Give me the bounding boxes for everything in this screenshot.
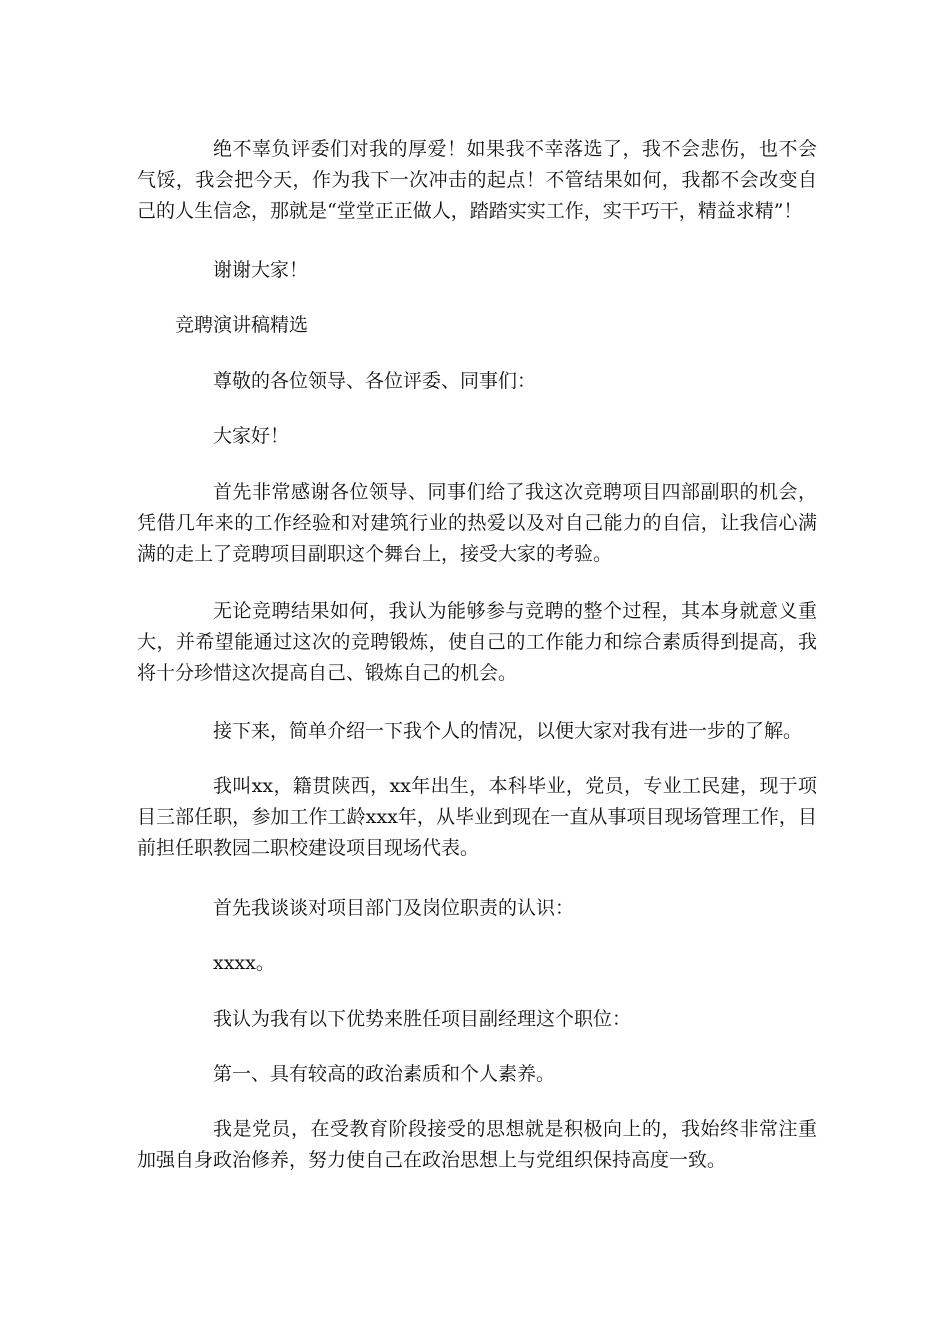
paragraph-thanks: 谢谢大家！ [213,259,309,281]
paragraph-significance: 无论竞聘结果如何，我认为能够参与竞聘的整个过程，其本身就意义重大，并希望能通过这次的竞聘锻炼，使自己的工作能力和综合素质得到提高，我将十分珍惜这次提高自己、锻炼自己的机会。 [137,600,817,684]
paragraph-personal-info: 我叫xx，籍贯陕西，xx年出生，本科毕业，党员，专业工民建，现于项目三部任职，参加工作工龄xxx年，从毕业到现在一直从事项目现场管理工作，目前担任职教园二职校建设项目现场代表。 [137,775,817,859]
paragraph-gratitude: 首先非常感谢各位领导、同事们给了我这次竞聘项目四部副职的机会，凭借几年来的工作经验和对建筑行业的热爱以及对自己能力的自信，让我信心满满的走上了竞聘项目副职这个舞台上，接受大家的考验。 [137,481,817,565]
paragraph-closing-pledge: 绝不辜负评委们对我的厚爱！如果我不幸落选了，我不会悲伤，也不会气馁，我会把今天，作为我下一次冲击的起点！不管结果如何，我都不会改变自己的人生信念，那就是“堂堂正正做人，踏踏实实工作，实干巧干，精益求精”！ [137,138,817,222]
paragraph-placeholder: xxxx。 [213,952,275,974]
paragraph-greeting: 大家好！ [213,425,290,447]
paragraph-introduction: 接下来，简单介绍一下我个人的情况，以便大家对我有进一步的了解。 [213,720,803,742]
paragraph-party-member: 我是党员，在受教育阶段接受的思想就是积极向上的，我始终非常注重加强自身政治修养，努力使自己在政治思想上与党组织保持高度一致。 [137,1118,817,1171]
paragraph-advantages-intro: 我认为我有以下优势来胜任项目副经理这个职位： [213,1008,632,1030]
section-title: 竞聘演讲稿精选 [175,314,309,336]
paragraph-role-understanding: 首先我谈谈对项目部门及岗位职责的认识： [213,897,575,919]
paragraph-salutation: 尊敬的各位领导、各位评委、同事们： [213,370,537,392]
paragraph-advantage-first: 第一、具有较高的政治素质和个人素养。 [213,1063,556,1085]
